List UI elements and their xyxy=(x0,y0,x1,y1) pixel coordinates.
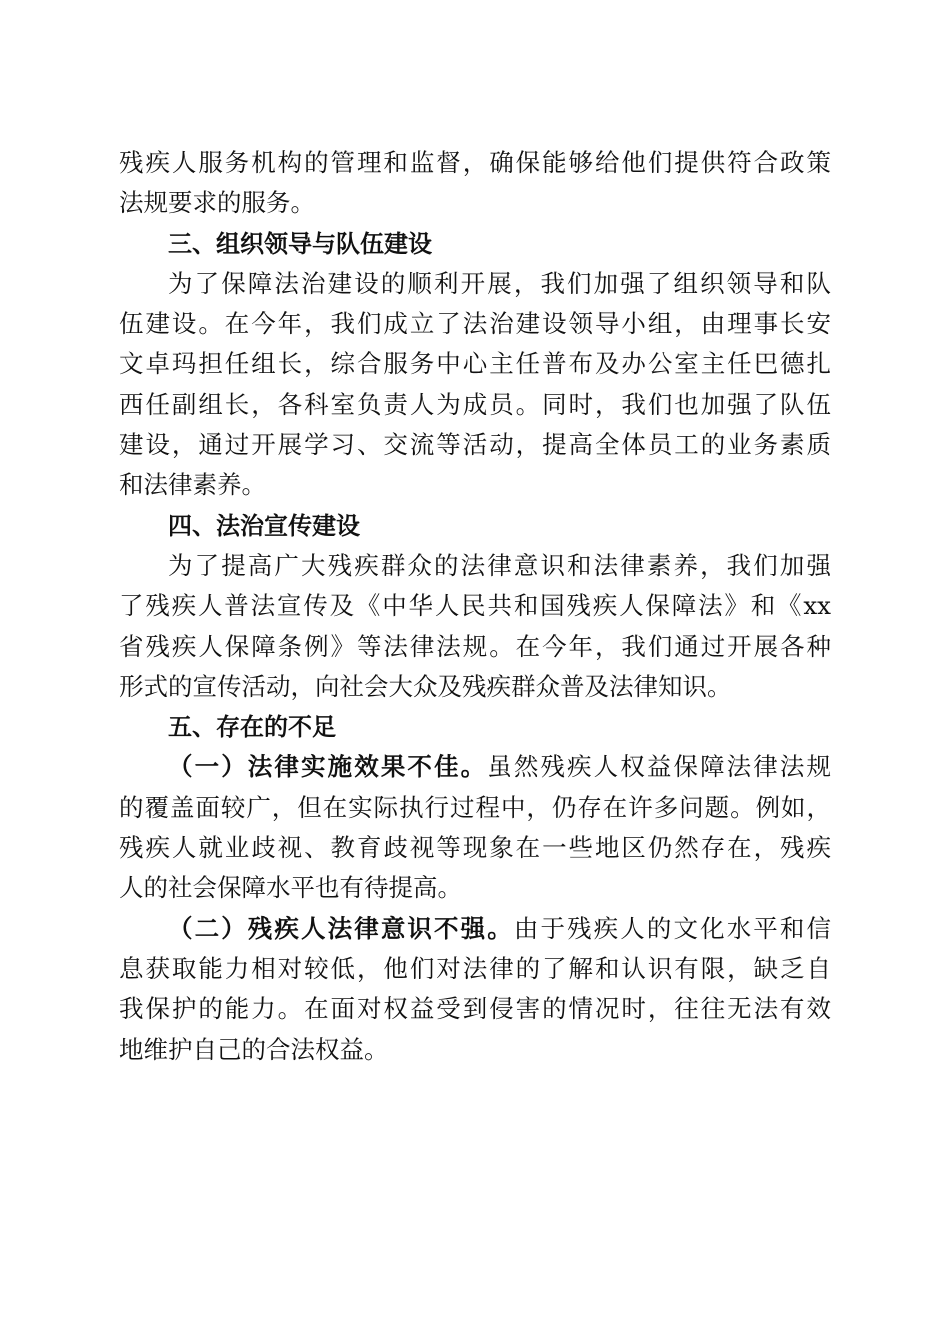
paragraph-line: 地维护自己的合法权益。 xyxy=(119,1034,389,1064)
paragraph-line: 的覆盖面较广，但在实际执行过程中，仍存在许多问题。例如， xyxy=(119,792,831,822)
item-2-first-rest: 由于残疾人的文化水平和信 xyxy=(513,913,832,943)
section-heading-4: 四、法治宣传建设 xyxy=(168,511,360,540)
paragraph-line: 伍建设。在今年，我们成立了法治建设领导小组，由理事长安 xyxy=(119,309,831,339)
item-2-lead: （二）残疾人法律意识不强。 xyxy=(168,913,514,943)
paragraph-line-item-2 xyxy=(119,909,831,949)
item-1-lead: （一）法律实施效果不佳。 xyxy=(168,752,488,782)
paragraph-line: 息获取能力相对较低，他们对法律的了解和认识有限，缺乏自 xyxy=(119,953,831,983)
paragraph-line: 为了保障法治建设的顺利开展，我们加强了组织领导和队 xyxy=(168,268,831,298)
section-heading-5: 五、存在的不足 xyxy=(168,713,336,742)
paragraph-line: 了残疾人普法宣传及《中华人民共和国残疾人保障法》和《xx xyxy=(119,591,831,621)
paragraph-line: 西任副组长，各科室负责人为成员。同时，我们也加强了队伍 xyxy=(119,389,831,419)
paragraph-line: 形式的宣传活动，向社会大众及残疾群众普及法律知识。 xyxy=(119,671,732,701)
paragraph-line: 人的社会保障水平也有待提高。 xyxy=(119,873,462,903)
paragraph-line: 文卓玛担任组长，综合服务中心主任普布及办公室主任巴德扎 xyxy=(119,349,831,379)
paragraph-line: 残疾人服务机构的管理和监督，确保能够给他们提供符合政策 xyxy=(119,148,831,177)
paragraph-line-item-1 xyxy=(119,747,831,787)
paragraph-line: 法规要求的服务。 xyxy=(119,188,315,218)
paragraph-line: 和法律素养。 xyxy=(119,470,266,500)
item-1-first-rest: 虽然残疾人权益保障法律法规 xyxy=(487,752,831,782)
paragraph-line: 残疾人就业歧视、教育歧视等现象在一些地区仍然存在，残疾 xyxy=(119,833,831,863)
section-heading-3: 三、组织领导与队伍建设 xyxy=(168,229,432,258)
paragraph-line: 省残疾人保障条例》等法律法规。在今年，我们通过开展各种 xyxy=(119,631,831,661)
paragraph-line: 我保护的能力。在面对权益受到侵害的情况时，往往无法有效 xyxy=(119,994,831,1024)
document-body xyxy=(119,143,831,1070)
paragraph-line: 建设，通过开展学习、交流等活动，提高全体员工的业务素质 xyxy=(119,430,831,460)
paragraph-line: 为了提高广大残疾群众的法律意识和法律素养，我们加强 xyxy=(168,550,831,580)
